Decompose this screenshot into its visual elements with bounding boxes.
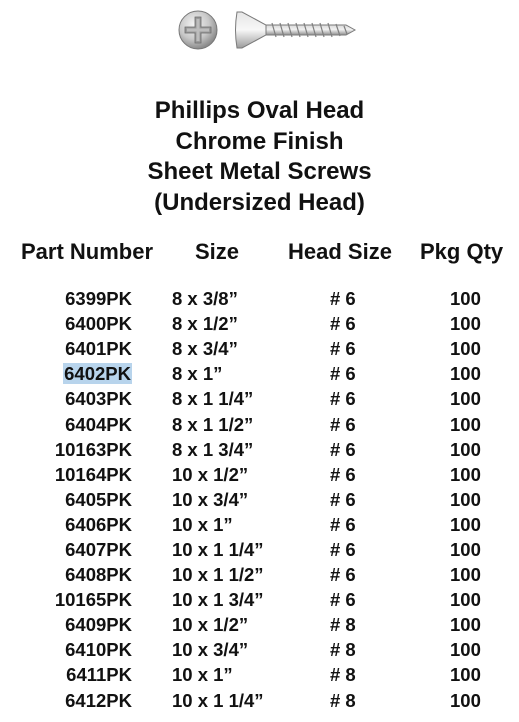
table-row [0, 688, 519, 713]
cell-pkg-qty-text: 100 [450, 463, 481, 485]
cell-size-text: 8 x 1/2” [172, 313, 238, 335]
cell-head-size-text: # 6 [330, 488, 356, 510]
cell-part-number-text: 6406PK [65, 513, 132, 535]
cell-size-text: 10 x 3/4” [172, 639, 249, 661]
header-part-number: Part Number [21, 239, 154, 264]
cell-part-number-text: 6409PK [65, 614, 132, 636]
title-line: (Undersized Head) [154, 188, 365, 216]
cell-head-size-text: # 6 [330, 288, 356, 310]
table-row [0, 612, 519, 637]
table-row [0, 462, 519, 487]
cell-part-number [0, 361, 160, 386]
cell-part-number [0, 688, 160, 713]
cell-size [160, 361, 280, 386]
cell-pkg-qty [405, 437, 519, 462]
cell-pkg-qty [405, 662, 519, 687]
table-row [0, 487, 519, 512]
cell-head-size [280, 487, 405, 512]
cell-pkg-qty [405, 587, 519, 612]
product-images [0, 0, 519, 70]
cell-size-text: 8 x 3/8” [172, 288, 238, 310]
cell-part-number-text: 6407PK [65, 538, 132, 560]
cell-pkg-qty [405, 688, 519, 713]
cell-part-number [0, 637, 160, 662]
cell-part-number [0, 587, 160, 612]
cell-head-size [280, 587, 405, 612]
cell-size [160, 612, 280, 637]
cell-size-text: 10 x 1 1/4” [172, 538, 264, 560]
table-row [0, 537, 519, 562]
cell-size [160, 286, 280, 311]
cell-part-number-text: 6403PK [65, 388, 132, 410]
cell-pkg-qty-text: 100 [450, 639, 481, 661]
cell-size-text: 8 x 3/4” [172, 338, 238, 360]
table-row [0, 411, 519, 436]
title-line: Phillips Oval Head [154, 97, 365, 124]
cell-pkg-qty-text: 100 [450, 413, 481, 435]
cell-pkg-qty-text: 100 [450, 538, 481, 560]
cell-part-number-text: 6412PK [65, 689, 132, 711]
cell-size-text: 8 x 1” [172, 363, 223, 385]
cell-pkg-qty-text: 100 [450, 664, 481, 686]
cell-part-number [0, 411, 160, 436]
cell-part-number [0, 562, 160, 587]
cell-size [160, 336, 280, 361]
cell-size [160, 537, 280, 562]
cell-head-size [280, 612, 405, 637]
table-row [0, 587, 519, 612]
cell-pkg-qty-text: 100 [450, 313, 481, 335]
cell-size [160, 637, 280, 662]
cell-part-number [0, 512, 160, 537]
table-header-row [0, 235, 519, 269]
screw-side-view-icon [234, 8, 358, 52]
cell-part-number-text: 10164PK [54, 463, 132, 485]
product-title [0, 96, 519, 218]
cell-part-number-text: 6404PK [65, 413, 132, 435]
cell-head-size [280, 512, 405, 537]
header-head-size: Head Size [288, 239, 392, 264]
table-row [0, 437, 519, 462]
cell-pkg-qty-text: 100 [450, 488, 481, 510]
screw-head-top-view-icon [176, 8, 220, 52]
cell-size-text: 8 x 1 1/4” [172, 388, 254, 410]
cell-size [160, 487, 280, 512]
table-row [0, 361, 519, 386]
spacer-row [0, 269, 519, 286]
cell-head-size-text: # 8 [330, 689, 356, 711]
cell-head-size [280, 311, 405, 336]
cell-pkg-qty [405, 562, 519, 587]
header-size: Size [195, 239, 240, 264]
table-row [0, 562, 519, 587]
cell-size [160, 311, 280, 336]
cell-pkg-qty-text: 100 [450, 438, 481, 460]
cell-part-number-text: 6408PK [65, 564, 132, 586]
cell-pkg-qty [405, 386, 519, 411]
cell-pkg-qty [405, 487, 519, 512]
cell-pkg-qty [405, 462, 519, 487]
cell-size-text: 8 x 1 3/4” [172, 438, 254, 460]
cell-head-size-text: # 6 [330, 513, 356, 535]
cell-size [160, 662, 280, 687]
cell-head-size [280, 462, 405, 487]
cell-head-size [280, 386, 405, 411]
cell-pkg-qty [405, 512, 519, 537]
cell-size-text: 10 x 1/2” [172, 463, 249, 485]
cell-part-number [0, 462, 160, 487]
cell-pkg-qty-text: 100 [450, 689, 481, 711]
cell-head-size-text: # 6 [330, 438, 356, 460]
cell-head-size [280, 286, 405, 311]
cell-head-size [280, 361, 405, 386]
cell-pkg-qty [405, 336, 519, 361]
cell-head-size-text: # 6 [330, 388, 356, 410]
cell-part-number-text: 10165PK [54, 589, 132, 611]
cell-part-number-text: 10163PK [54, 438, 132, 460]
cell-size [160, 437, 280, 462]
cell-size [160, 587, 280, 612]
cell-head-size-text: # 8 [330, 614, 356, 636]
cell-head-size-text: # 6 [330, 589, 356, 611]
cell-head-size [280, 437, 405, 462]
header-pkg-qty: Pkg Qty [420, 239, 504, 264]
cell-size [160, 562, 280, 587]
cell-pkg-qty [405, 411, 519, 436]
cell-pkg-qty-text: 100 [450, 363, 481, 385]
cell-size-text: 10 x 1 3/4” [172, 589, 264, 611]
cell-part-number [0, 537, 160, 562]
cell-pkg-qty-text: 100 [450, 589, 481, 611]
selected-part-number: 6402PK [64, 363, 131, 385]
cell-size-text: 10 x 3/4” [172, 488, 249, 510]
cell-part-number-text: 6405PK [65, 488, 132, 510]
spec-table [0, 235, 519, 713]
cell-part-number [0, 612, 160, 637]
cell-pkg-qty-text: 100 [450, 614, 481, 636]
cell-pkg-qty [405, 361, 519, 386]
cell-part-number-text: 6411PK [66, 664, 132, 686]
cell-pkg-qty [405, 637, 519, 662]
table-row [0, 286, 519, 311]
cell-head-size-text: # 8 [330, 639, 356, 661]
cell-size-text: 10 x 1 1/4” [172, 689, 264, 711]
cell-part-number-text: 6401PK [65, 338, 132, 360]
cell-pkg-qty [405, 311, 519, 336]
cell-pkg-qty [405, 286, 519, 311]
table-body [0, 269, 519, 713]
cell-size-text: 10 x 1/2” [172, 614, 249, 636]
cell-size [160, 386, 280, 411]
cell-head-size [280, 562, 405, 587]
cell-head-size [280, 688, 405, 713]
cell-head-size-text: # 6 [330, 363, 356, 385]
cell-part-number [0, 286, 160, 311]
cell-part-number [0, 386, 160, 411]
cell-pkg-qty-text: 100 [450, 513, 481, 535]
cell-head-size [280, 411, 405, 436]
cell-head-size-text: # 6 [330, 338, 356, 360]
cell-size-text: 10 x 1 1/2” [172, 564, 264, 586]
cell-head-size-text: # 8 [330, 664, 356, 686]
cell-head-size-text: # 6 [330, 463, 356, 485]
cell-part-number-text: 6410PK [65, 639, 132, 661]
cell-size-text: 10 x 1” [172, 513, 233, 535]
cell-pkg-qty-text: 100 [450, 338, 481, 360]
cell-pkg-qty-text: 100 [450, 564, 481, 586]
cell-head-size-text: # 6 [330, 413, 356, 435]
cell-head-size [280, 537, 405, 562]
title-line: Chrome Finish [175, 127, 344, 155]
cell-pkg-qty [405, 612, 519, 637]
cell-pkg-qty-text: 100 [450, 388, 481, 410]
table-row [0, 336, 519, 361]
title-line: Sheet Metal Screws [147, 158, 372, 185]
table-row [0, 662, 519, 687]
cell-pkg-qty [405, 537, 519, 562]
cell-pkg-qty-text: 100 [450, 288, 481, 310]
cell-head-size-text: # 6 [330, 564, 356, 586]
cell-part-number [0, 311, 160, 336]
cell-part-number-text: 6399PK [65, 288, 132, 310]
cell-size-text: 10 x 1” [172, 664, 233, 686]
cell-head-size [280, 662, 405, 687]
cell-size [160, 688, 280, 713]
cell-part-number [0, 336, 160, 361]
cell-head-size [280, 637, 405, 662]
table-row [0, 512, 519, 537]
cell-head-size [280, 336, 405, 361]
cell-size [160, 512, 280, 537]
cell-head-size-text: # 6 [330, 538, 356, 560]
cell-part-number [0, 487, 160, 512]
cell-part-number [0, 662, 160, 687]
cell-size-text: 8 x 1 1/2” [172, 413, 254, 435]
cell-size [160, 462, 280, 487]
cell-part-number [0, 437, 160, 462]
cell-size [160, 411, 280, 436]
table-row [0, 386, 519, 411]
cell-head-size-text: # 6 [330, 313, 356, 335]
table-row [0, 311, 519, 336]
table-row [0, 637, 519, 662]
cell-part-number-text: 6400PK [65, 313, 132, 335]
